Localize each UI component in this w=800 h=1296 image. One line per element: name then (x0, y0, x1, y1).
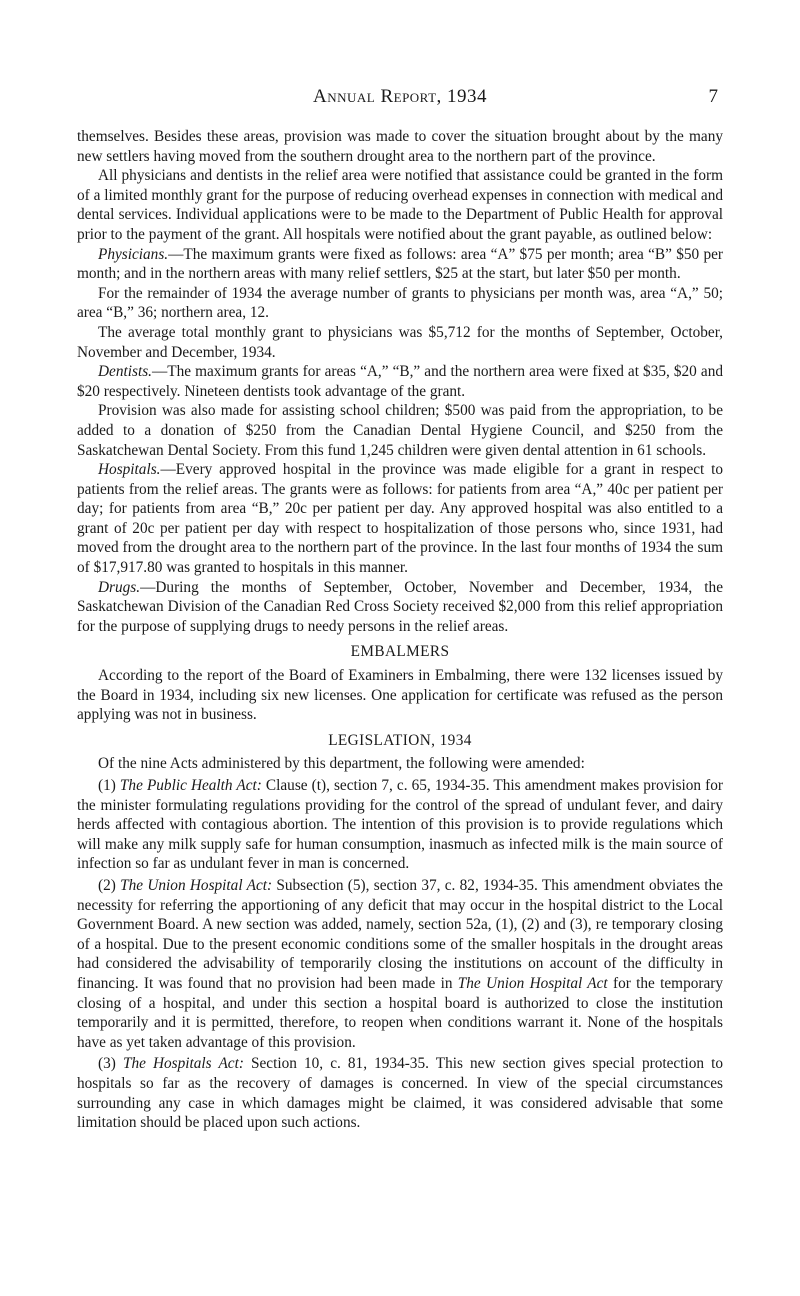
paragraph-hospitals (77, 460, 723, 578)
page-number: 7 (708, 86, 718, 107)
paragraph-physician-grants-total: The average total monthly grant to physicians was $5,712 for the months of September, October, November and December, 1934. (77, 323, 723, 361)
item-number: (3) (98, 1055, 123, 1073)
section-heading-legislation: LEGISLATION, 1934 (328, 731, 472, 749)
paragraph-union-hospital-act (77, 876, 723, 1052)
hospitals-heading: Hospitals. (98, 461, 161, 479)
section-heading-embalmers: EMBALMERS (350, 643, 450, 661)
act-text: Subsection (5), section 37, c. 82, 1934-35. This amendment obviates the necessity for referring the apportioning of any deficit that may occur in the hospital district to the Local Government Board. A new section was added, namely, section 52a, (1), (2) and (3), re temporary closing of a hospital. Due to the present economic conditions some of the smaller hospitals in the drought areas had considered the advisability of temporarily closing the institutions on account of the difficulty in financing. It was found that no provision had been made in (77, 876, 723, 992)
running-header (0, 86, 800, 114)
drugs-heading: Drugs. (98, 578, 141, 596)
dentists-heading: Dentists. (98, 363, 152, 381)
act-title: The Union Hospital Act: (120, 876, 273, 894)
paragraph-hospitals-act (77, 1054, 723, 1132)
paragraph-legislation-intro: Of the nine Acts administered by this department, the following were amended: (98, 755, 585, 773)
paragraph-grant-notice: All physicians and dentists in the relief area were notified that assistance could be granted in the form of a limited monthly grant for the purpose of reducing overhead expenses in connection with medical and dental services. Individual applications were to be made to the Department of Public Health for approval prior to the payment of the grant. All hospitals were notified about the grant payable, as outlined below: (77, 167, 723, 243)
act-text-continued: for the temporary closing of a hospital, and under this section a hospital board is authorized to close the institution temporarily and it is permitted, therefore, to reopen when conditions warrant it. None of the hospitals have as yet taken advantage of this provision. (77, 974, 723, 1051)
paragraph-embalmers: According to the report of the Board of Examiners in Embalming, there were 132 licenses issued by the Board in 1934, including six new licenses. One application for certificate was refused as the person applying was not in business. (77, 667, 723, 724)
physicians-text: —The maximum grants were fixed as follows: area “A” $75 per month; area “B” $50 per month; and in the northern areas with many relief settlers, $25 at the start, but later $50 per month. (77, 245, 723, 283)
paragraph-dentists (77, 362, 723, 401)
act-title: The Hospitals Act: (122, 1055, 244, 1073)
paragraph-public-health-act (77, 776, 723, 874)
item-number: (2) (98, 876, 121, 894)
paragraph-physician-grants-count: For the remainder of 1934 the average number of grants to physicians per month was, area “A,” 50; area “B,” 36; northern area, 12. (77, 284, 723, 322)
act-text: Section 10, c. 81, 1934-35. This new section gives special protection to hospitals so far as the recovery of damages is concerned. In view of the special circumstances surrounding any case in which damages might be claimed, it was considered advisable that some limitation should be placed upon such actions. (77, 1055, 723, 1132)
physicians-heading: Physicians. (98, 245, 169, 263)
act-text: Clause (t), section 7, c. 65, 1934-35. This amendment makes provision for the minister formulating regulations providing for the control of the spread of undulant fever, and dairy herds affected with contagious abortion. The intention of this provision is to provide regulations which will make any milk supply safe for human consumption, inasmuch as infected milk is the main source of infection so far as undulant fever in man is concerned. (77, 777, 723, 873)
item-number: (1) (98, 777, 120, 794)
act-title: The Public Health Act: (119, 777, 262, 794)
drugs-text: —During the months of September, October, November and December, 1934, the Saskatchewan Division of the Canadian Red Cross Society received $2,000 from this relief appropriation for the purpose of supplying drugs to needy persons in the relief areas. (77, 578, 723, 635)
paragraph-drugs (77, 578, 723, 637)
dentists-text: —The maximum grants for areas “A,” “B,” and the northern area were fixed at $35, $20 and $20 respectively. Nineteen dentists took advantage of the grant. (77, 363, 723, 400)
body-text (77, 127, 723, 1133)
hospitals-text: —Every approved hospital in the province was made eligible for a grant in respect to patients from the relief areas. The grants were as follows: for patients from area “A,” 40c per patient per day; for patients from area “B,” 20c per patient per day. Any approved hospital was also entitled to a grant of 20c per patient per day with respect to hospitalization of those persons who, since 1931, had moved from the drought area to the northern part of the province. In the last four months of 1934 the sum of $17,917.80 was granted to hospitals in this manner. (77, 461, 723, 577)
paragraph-physicians (77, 245, 723, 284)
paragraph-continuation: themselves. Besides these areas, provision was made to cover the situation brought about by the many new settlers having moved from the southern drought area to the northern part of the province. (77, 128, 723, 165)
act-title-inline: The Union Hospital Act (457, 974, 608, 992)
running-title: Annual Report, 1934 (312, 86, 488, 107)
paragraph-school-children: Provision was also made for assisting school children; $500 was paid from the appropriation, to be added to a donation of $250 from the Canadian Dental Hygiene Council, and $250 from the Saskatchewan Dental Society. From this fund 1,245 children were given dental attention in 61 schools. (77, 402, 723, 459)
